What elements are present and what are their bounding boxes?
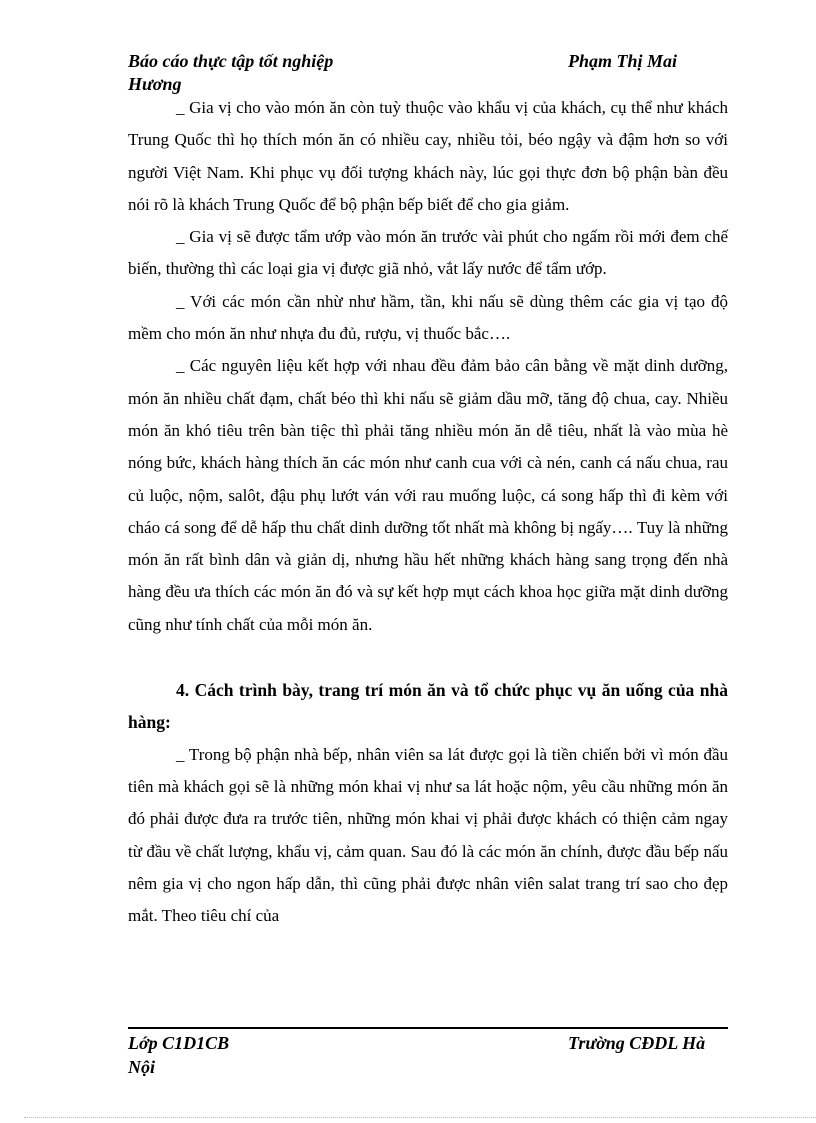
footer-class-code: Lớp C1D1CB	[128, 1033, 230, 1053]
page-bottom-edge	[24, 1117, 816, 1118]
footer-divider	[128, 1027, 728, 1029]
document-body	[128, 92, 728, 932]
footer-school-name: Trường CĐDL Hà	[568, 1033, 706, 1053]
header-author-name: Phạm Thị Mai	[568, 51, 678, 71]
paragraph-5: _ Trong bộ phận nhà bếp, nhân viên sa lát được gọi là tiền chiến bởi vì món đầu tiên mà khách gọi sẽ là những món khai vị như sa lát hoặc nộm, yêu cầu những món ăn đó phải được đưa ra trước tiên, những món khai vị phải được khách có thiện cảm ngay từ đầu về chất lượng, khẩu vị, cảm quan. Sau đó là các món ăn chính, được đầu bếp nấu nêm gia vị cho ngon hấp dẫn, thì cũng phải được nhân viên salat trang trí sao cho đẹp mắt. Theo tiêu chí của	[128, 744, 728, 926]
paragraph-3: _ Với các món cần nhừ như hầm, tần, khi nấu sẽ dùng thêm các gia vị tạo độ mềm cho món ăn như nhựa đu đủ, rượu, vị thuốc bắc….	[128, 291, 728, 344]
header-report-title: Báo cáo thực tập tốt nghiệp	[128, 51, 334, 71]
paragraph-2: _ Gia vị sẽ được tẩm ướp vào món ăn trước vài phút cho ngấm rồi mới đem chế biến, thường thì các loại gia vị được giã nhỏ, vắt lấy nước để tẩm ướp.	[128, 227, 728, 279]
header-author-name-continued: Hương	[128, 74, 182, 94]
paragraph-1: _ Gia vị cho vào món ăn còn tuỳ thuộc vào khẩu vị của khách, cụ thể như khách Trung Quốc thì họ thích món ăn có nhiều cay, nhiều tỏi, béo ngậy và đậm hơn so với người Việt Nam. Khi phục vụ đối tượng khách này, lúc gọi thực đơn bộ phận bàn đều nói rõ là khách Trung Quốc để bộ phận bếp biết để cho gia giảm.	[128, 98, 728, 214]
section-heading: 4. Cách trình bày, trang trí món ăn và tổ chức phục vụ ăn uống của nhà hàng:	[128, 680, 728, 733]
footer-school-name-continued: Nội	[128, 1057, 155, 1077]
paragraph-4: _ Các nguyên liệu kết hợp với nhau đều đảm bảo cân bằng về mặt dinh dưỡng, món ăn nhiều chất đạm, chất béo thì khi nấu sẽ giảm dầu mỡ, tăng độ chua, cay. Nhiều món ăn khó tiêu trên bàn tiệc thì phải tăng nhiều món ăn dễ tiêu, nhất là vào mùa hè nóng bức, khách hàng thích ăn các món như canh cua với cà nén, canh cá nấu chua, rau củ luộc, nộm, salôt, đậu phụ lướt ván với rau muống luộc, cá song hấp thì đi kèm với cháo cá song để dễ hấp thu chất dinh dưỡng tốt nhất mà không bị ngấy…. Tuy là những món ăn rất bình dân và giản dị, nhưng hầu hết những khách hàng sang trọng đến nhà hàng đều ưa thích các món ăn đó và sự kết hợp mụt cách khoa học giữa mặt dinh dưỡng cũng như tính chất của mỗi món ăn.	[128, 356, 728, 634]
